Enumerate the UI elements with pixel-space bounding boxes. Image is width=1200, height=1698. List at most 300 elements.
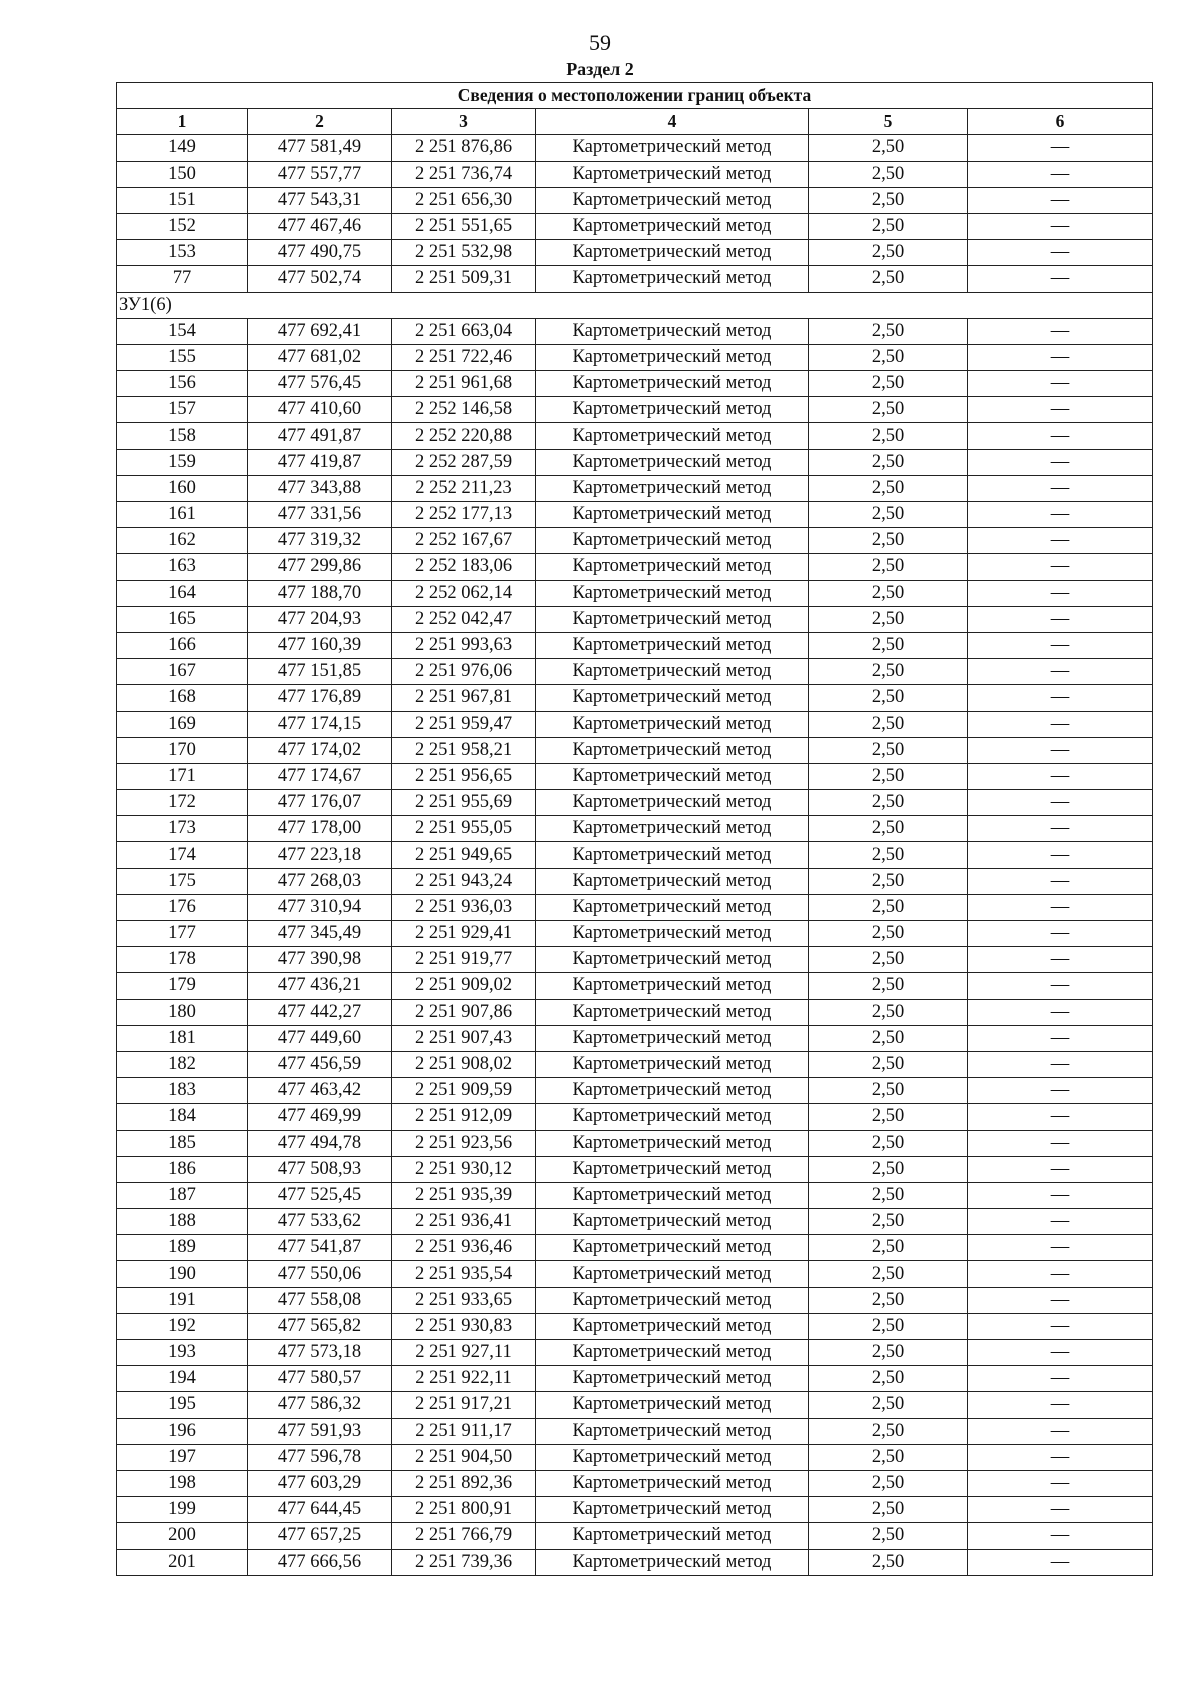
description-cell: — xyxy=(968,1340,1153,1366)
x-coordinate-cell: 477 596,78 xyxy=(248,1444,392,1470)
x-coordinate-cell: 477 188,70 xyxy=(248,580,392,606)
point-number-cell: 184 xyxy=(117,1104,248,1130)
group-label-section xyxy=(117,292,1153,318)
point-number-cell: 77 xyxy=(117,266,248,292)
x-coordinate-cell: 477 345,49 xyxy=(248,921,392,947)
column-header: 1 xyxy=(117,109,248,135)
table-row xyxy=(117,790,1153,816)
method-cell: Картометрический метод xyxy=(536,475,809,501)
y-coordinate-cell: 2 251 663,04 xyxy=(392,318,536,344)
column-number-row xyxy=(117,109,1153,135)
y-coordinate-cell: 2 251 909,59 xyxy=(392,1078,536,1104)
x-coordinate-cell: 477 576,45 xyxy=(248,371,392,397)
table-row xyxy=(117,423,1153,449)
point-number-cell: 154 xyxy=(117,318,248,344)
x-coordinate-cell: 477 533,62 xyxy=(248,1209,392,1235)
y-coordinate-cell: 2 251 936,41 xyxy=(392,1209,536,1235)
x-coordinate-cell: 477 310,94 xyxy=(248,894,392,920)
table-row xyxy=(117,816,1153,842)
table-row xyxy=(117,318,1153,344)
point-number-cell: 192 xyxy=(117,1313,248,1339)
table-row xyxy=(117,868,1153,894)
accuracy-cell: 2,50 xyxy=(809,921,968,947)
method-cell: Картометрический метод xyxy=(536,1025,809,1051)
description-cell: — xyxy=(968,1051,1153,1077)
x-coordinate-cell: 477 268,03 xyxy=(248,868,392,894)
table-row xyxy=(117,842,1153,868)
x-coordinate-cell: 477 491,87 xyxy=(248,423,392,449)
x-coordinate-cell: 477 565,82 xyxy=(248,1313,392,1339)
section-title: Раздел 2 xyxy=(566,59,634,79)
y-coordinate-cell: 2 252 287,59 xyxy=(392,449,536,475)
description-cell: — xyxy=(968,1182,1153,1208)
table-row xyxy=(117,554,1153,580)
x-coordinate-cell: 477 436,21 xyxy=(248,973,392,999)
point-number-cell: 159 xyxy=(117,449,248,475)
y-coordinate-cell: 2 251 958,21 xyxy=(392,737,536,763)
description-cell: — xyxy=(968,1130,1153,1156)
accuracy-cell: 2,50 xyxy=(809,1497,968,1523)
y-coordinate-cell: 2 251 904,50 xyxy=(392,1444,536,1470)
x-coordinate-cell: 477 644,45 xyxy=(248,1497,392,1523)
y-coordinate-cell: 2 252 146,58 xyxy=(392,397,536,423)
method-cell: Картометрический метод xyxy=(536,502,809,528)
y-coordinate-cell: 2 251 909,02 xyxy=(392,973,536,999)
y-coordinate-cell: 2 252 042,47 xyxy=(392,606,536,632)
method-cell: Картометрический метод xyxy=(536,1130,809,1156)
accuracy-cell: 2,50 xyxy=(809,1025,968,1051)
accuracy-cell: 2,50 xyxy=(809,1235,968,1261)
method-cell: Картометрический метод xyxy=(536,1497,809,1523)
x-coordinate-cell: 477 550,06 xyxy=(248,1261,392,1287)
point-number-cell: 173 xyxy=(117,816,248,842)
y-coordinate-cell: 2 251 656,30 xyxy=(392,187,536,213)
description-cell: — xyxy=(968,763,1153,789)
accuracy-cell: 2,50 xyxy=(809,947,968,973)
table-row xyxy=(117,606,1153,632)
table-row xyxy=(117,1340,1153,1366)
description-cell: — xyxy=(968,1078,1153,1104)
description-cell: — xyxy=(968,1470,1153,1496)
y-coordinate-cell: 2 251 739,36 xyxy=(392,1549,536,1575)
x-coordinate-cell: 477 508,93 xyxy=(248,1156,392,1182)
method-cell: Картометрический метод xyxy=(536,894,809,920)
description-cell: — xyxy=(968,842,1153,868)
point-number-cell: 183 xyxy=(117,1078,248,1104)
table-row xyxy=(117,1418,1153,1444)
y-coordinate-cell: 2 251 908,02 xyxy=(392,1051,536,1077)
y-coordinate-cell: 2 251 956,65 xyxy=(392,763,536,789)
accuracy-cell: 2,50 xyxy=(809,1104,968,1130)
point-number-cell: 166 xyxy=(117,632,248,658)
point-number-cell: 153 xyxy=(117,240,248,266)
y-coordinate-cell: 2 251 976,06 xyxy=(392,659,536,685)
accuracy-cell: 2,50 xyxy=(809,1287,968,1313)
point-number-cell: 155 xyxy=(117,344,248,370)
x-coordinate-cell: 477 390,98 xyxy=(248,947,392,973)
x-coordinate-cell: 477 502,74 xyxy=(248,266,392,292)
method-cell: Картометрический метод xyxy=(536,161,809,187)
table-row xyxy=(117,1444,1153,1470)
y-coordinate-cell: 2 251 800,91 xyxy=(392,1497,536,1523)
y-coordinate-cell: 2 251 955,69 xyxy=(392,790,536,816)
description-cell: — xyxy=(968,894,1153,920)
point-number-cell: 190 xyxy=(117,1261,248,1287)
description-cell: — xyxy=(968,397,1153,423)
accuracy-cell: 2,50 xyxy=(809,528,968,554)
column-header: 5 xyxy=(809,109,968,135)
point-number-cell: 201 xyxy=(117,1549,248,1575)
point-number-cell: 158 xyxy=(117,423,248,449)
method-cell: Картометрический метод xyxy=(536,554,809,580)
description-cell: — xyxy=(968,1444,1153,1470)
column-header: 2 xyxy=(248,109,392,135)
point-number-cell: 177 xyxy=(117,921,248,947)
x-coordinate-cell: 477 586,32 xyxy=(248,1392,392,1418)
method-cell: Картометрический метод xyxy=(536,606,809,632)
table-row xyxy=(117,1366,1153,1392)
point-number-cell: 195 xyxy=(117,1392,248,1418)
point-number-cell: 188 xyxy=(117,1209,248,1235)
point-number-cell: 198 xyxy=(117,1470,248,1496)
table-row xyxy=(117,213,1153,239)
table-row xyxy=(117,161,1153,187)
accuracy-cell: 2,50 xyxy=(809,1313,968,1339)
point-number-cell: 178 xyxy=(117,947,248,973)
point-number-cell: 189 xyxy=(117,1235,248,1261)
point-number-cell: 193 xyxy=(117,1340,248,1366)
description-cell: — xyxy=(968,318,1153,344)
method-cell: Картометрический метод xyxy=(536,1523,809,1549)
table-row xyxy=(117,1156,1153,1182)
accuracy-cell: 2,50 xyxy=(809,1130,968,1156)
method-cell: Картометрический метод xyxy=(536,1392,809,1418)
description-cell: — xyxy=(968,711,1153,737)
description-cell: — xyxy=(968,1104,1153,1130)
method-cell: Картометрический метод xyxy=(536,266,809,292)
point-number-cell: 169 xyxy=(117,711,248,737)
accuracy-cell: 2,50 xyxy=(809,606,968,632)
point-number-cell: 180 xyxy=(117,999,248,1025)
x-coordinate-cell: 477 666,56 xyxy=(248,1549,392,1575)
table-row xyxy=(117,1104,1153,1130)
table-caption-row xyxy=(117,83,1153,109)
table-row xyxy=(117,1392,1153,1418)
y-coordinate-cell: 2 251 766,79 xyxy=(392,1523,536,1549)
y-coordinate-cell: 2 251 736,74 xyxy=(392,161,536,187)
rows-after-group xyxy=(117,318,1153,1575)
description-cell: — xyxy=(968,371,1153,397)
table-row xyxy=(117,737,1153,763)
accuracy-cell: 2,50 xyxy=(809,397,968,423)
method-cell: Картометрический метод xyxy=(536,1287,809,1313)
table-row xyxy=(117,528,1153,554)
x-coordinate-cell: 477 558,08 xyxy=(248,1287,392,1313)
method-cell: Картометрический метод xyxy=(536,371,809,397)
table-row xyxy=(117,1470,1153,1496)
x-coordinate-cell: 477 467,46 xyxy=(248,213,392,239)
x-coordinate-cell: 477 581,49 xyxy=(248,135,392,161)
description-cell: — xyxy=(968,999,1153,1025)
point-number-cell: 199 xyxy=(117,1497,248,1523)
description-cell: — xyxy=(968,1497,1153,1523)
description-cell: — xyxy=(968,1235,1153,1261)
accuracy-cell: 2,50 xyxy=(809,1523,968,1549)
x-coordinate-cell: 477 449,60 xyxy=(248,1025,392,1051)
description-cell: — xyxy=(968,1156,1153,1182)
x-coordinate-cell: 477 456,59 xyxy=(248,1051,392,1077)
accuracy-cell: 2,50 xyxy=(809,737,968,763)
description-cell: — xyxy=(968,213,1153,239)
method-cell: Картометрический метод xyxy=(536,187,809,213)
table-row xyxy=(117,1182,1153,1208)
accuracy-cell: 2,50 xyxy=(809,1470,968,1496)
description-cell: — xyxy=(968,790,1153,816)
y-coordinate-cell: 2 251 927,11 xyxy=(392,1340,536,1366)
y-coordinate-cell: 2 252 062,14 xyxy=(392,580,536,606)
point-number-cell: 149 xyxy=(117,135,248,161)
method-cell: Картометрический метод xyxy=(536,973,809,999)
description-cell: — xyxy=(968,973,1153,999)
table-row xyxy=(117,921,1153,947)
method-cell: Картометрический метод xyxy=(536,1156,809,1182)
y-coordinate-cell: 2 251 955,05 xyxy=(392,816,536,842)
x-coordinate-cell: 477 331,56 xyxy=(248,502,392,528)
table-head xyxy=(117,83,1153,135)
point-number-cell: 156 xyxy=(117,371,248,397)
x-coordinate-cell: 477 204,93 xyxy=(248,606,392,632)
y-coordinate-cell: 2 251 917,21 xyxy=(392,1392,536,1418)
table-row xyxy=(117,187,1153,213)
y-coordinate-cell: 2 251 892,36 xyxy=(392,1470,536,1496)
description-cell: — xyxy=(968,947,1153,973)
y-coordinate-cell: 2 251 532,98 xyxy=(392,240,536,266)
description-cell: — xyxy=(968,606,1153,632)
accuracy-cell: 2,50 xyxy=(809,1261,968,1287)
x-coordinate-cell: 477 442,27 xyxy=(248,999,392,1025)
accuracy-cell: 2,50 xyxy=(809,318,968,344)
method-cell: Картометрический метод xyxy=(536,816,809,842)
y-coordinate-cell: 2 252 167,67 xyxy=(392,528,536,554)
point-number-cell: 161 xyxy=(117,502,248,528)
x-coordinate-cell: 477 319,32 xyxy=(248,528,392,554)
x-coordinate-cell: 477 591,93 xyxy=(248,1418,392,1444)
y-coordinate-cell: 2 251 551,65 xyxy=(392,213,536,239)
accuracy-cell: 2,50 xyxy=(809,423,968,449)
point-number-cell: 182 xyxy=(117,1051,248,1077)
x-coordinate-cell: 477 525,45 xyxy=(248,1182,392,1208)
method-cell: Картометрический метод xyxy=(536,1261,809,1287)
y-coordinate-cell: 2 251 936,03 xyxy=(392,894,536,920)
accuracy-cell: 2,50 xyxy=(809,894,968,920)
point-number-cell: 179 xyxy=(117,973,248,999)
accuracy-cell: 2,50 xyxy=(809,554,968,580)
point-number-cell: 157 xyxy=(117,397,248,423)
table-row xyxy=(117,502,1153,528)
accuracy-cell: 2,50 xyxy=(809,1392,968,1418)
table-row xyxy=(117,449,1153,475)
accuracy-cell: 2,50 xyxy=(809,1209,968,1235)
table-row xyxy=(117,344,1153,370)
point-number-cell: 162 xyxy=(117,528,248,554)
table-row xyxy=(117,1549,1153,1575)
method-cell: Картометрический метод xyxy=(536,1104,809,1130)
description-cell: — xyxy=(968,161,1153,187)
x-coordinate-cell: 477 174,02 xyxy=(248,737,392,763)
point-number-cell: 191 xyxy=(117,1287,248,1313)
description-cell: — xyxy=(968,1392,1153,1418)
accuracy-cell: 2,50 xyxy=(809,161,968,187)
x-coordinate-cell: 477 299,86 xyxy=(248,554,392,580)
accuracy-cell: 2,50 xyxy=(809,502,968,528)
point-number-cell: 172 xyxy=(117,790,248,816)
x-coordinate-cell: 477 573,18 xyxy=(248,1340,392,1366)
y-coordinate-cell: 2 251 936,46 xyxy=(392,1235,536,1261)
method-cell: Картометрический метод xyxy=(536,1209,809,1235)
table-row xyxy=(117,135,1153,161)
table-row xyxy=(117,947,1153,973)
accuracy-cell: 2,50 xyxy=(809,475,968,501)
point-number-cell: 165 xyxy=(117,606,248,632)
y-coordinate-cell: 2 251 943,24 xyxy=(392,868,536,894)
point-number-cell: 170 xyxy=(117,737,248,763)
description-cell: — xyxy=(968,737,1153,763)
accuracy-cell: 2,50 xyxy=(809,213,968,239)
table-row xyxy=(117,1130,1153,1156)
y-coordinate-cell: 2 251 907,43 xyxy=(392,1025,536,1051)
table-row xyxy=(117,266,1153,292)
description-cell: — xyxy=(968,659,1153,685)
table-row xyxy=(117,1209,1153,1235)
description-cell: — xyxy=(968,528,1153,554)
point-number-cell: 186 xyxy=(117,1156,248,1182)
y-coordinate-cell: 2 251 929,41 xyxy=(392,921,536,947)
method-cell: Картометрический метод xyxy=(536,213,809,239)
accuracy-cell: 2,50 xyxy=(809,790,968,816)
x-coordinate-cell: 477 603,29 xyxy=(248,1470,392,1496)
method-cell: Картометрический метод xyxy=(536,1549,809,1575)
point-number-cell: 151 xyxy=(117,187,248,213)
table-row xyxy=(117,1313,1153,1339)
x-coordinate-cell: 477 543,31 xyxy=(248,187,392,213)
point-number-cell: 194 xyxy=(117,1366,248,1392)
y-coordinate-cell: 2 251 919,77 xyxy=(392,947,536,973)
method-cell: Картометрический метод xyxy=(536,1366,809,1392)
method-cell: Картометрический метод xyxy=(536,1051,809,1077)
description-cell: — xyxy=(968,1366,1153,1392)
page-number: 59 xyxy=(589,30,611,55)
point-number-cell: 174 xyxy=(117,842,248,868)
point-number-cell: 163 xyxy=(117,554,248,580)
description-cell: — xyxy=(968,502,1153,528)
accuracy-cell: 2,50 xyxy=(809,1340,968,1366)
group-label: ЗУ1(6) xyxy=(117,292,1153,318)
method-cell: Картометрический метод xyxy=(536,1182,809,1208)
x-coordinate-cell: 477 151,85 xyxy=(248,659,392,685)
point-number-cell: 164 xyxy=(117,580,248,606)
description-cell: — xyxy=(968,475,1153,501)
y-coordinate-cell: 2 251 509,31 xyxy=(392,266,536,292)
method-cell: Картометрический метод xyxy=(536,423,809,449)
point-number-cell: 197 xyxy=(117,1444,248,1470)
accuracy-cell: 2,50 xyxy=(809,711,968,737)
table-row xyxy=(117,475,1153,501)
method-cell: Картометрический метод xyxy=(536,1340,809,1366)
accuracy-cell: 2,50 xyxy=(809,868,968,894)
x-coordinate-cell: 477 463,42 xyxy=(248,1078,392,1104)
table-caption: Сведения о местоположении границ объекта xyxy=(117,83,1153,109)
column-header: 3 xyxy=(392,109,536,135)
point-number-cell: 181 xyxy=(117,1025,248,1051)
table-row xyxy=(117,894,1153,920)
y-coordinate-cell: 2 251 961,68 xyxy=(392,371,536,397)
description-cell: — xyxy=(968,344,1153,370)
y-coordinate-cell: 2 251 949,65 xyxy=(392,842,536,868)
accuracy-cell: 2,50 xyxy=(809,1051,968,1077)
accuracy-cell: 2,50 xyxy=(809,266,968,292)
point-number-cell: 171 xyxy=(117,763,248,789)
method-cell: Картометрический метод xyxy=(536,999,809,1025)
coordinates-table xyxy=(116,82,1153,1576)
method-cell: Картометрический метод xyxy=(536,528,809,554)
x-coordinate-cell: 477 490,75 xyxy=(248,240,392,266)
method-cell: Картометрический метод xyxy=(536,449,809,475)
table-row xyxy=(117,999,1153,1025)
accuracy-cell: 2,50 xyxy=(809,449,968,475)
description-cell: — xyxy=(968,1261,1153,1287)
description-cell: — xyxy=(968,868,1153,894)
table-row xyxy=(117,1025,1153,1051)
method-cell: Картометрический метод xyxy=(536,318,809,344)
accuracy-cell: 2,50 xyxy=(809,632,968,658)
description-cell: — xyxy=(968,1418,1153,1444)
method-cell: Картометрический метод xyxy=(536,1235,809,1261)
method-cell: Картометрический метод xyxy=(536,344,809,370)
table-row xyxy=(117,397,1153,423)
x-coordinate-cell: 477 343,88 xyxy=(248,475,392,501)
x-coordinate-cell: 477 580,57 xyxy=(248,1366,392,1392)
method-cell: Картометрический метод xyxy=(536,685,809,711)
table-row xyxy=(117,1523,1153,1549)
method-cell: Картометрический метод xyxy=(536,868,809,894)
description-cell: — xyxy=(968,1549,1153,1575)
method-cell: Картометрический метод xyxy=(536,240,809,266)
accuracy-cell: 2,50 xyxy=(809,973,968,999)
y-coordinate-cell: 2 251 912,09 xyxy=(392,1104,536,1130)
table-row xyxy=(117,973,1153,999)
x-coordinate-cell: 477 469,99 xyxy=(248,1104,392,1130)
x-coordinate-cell: 477 160,39 xyxy=(248,632,392,658)
accuracy-cell: 2,50 xyxy=(809,1366,968,1392)
x-coordinate-cell: 477 178,00 xyxy=(248,816,392,842)
point-number-cell: 152 xyxy=(117,213,248,239)
description-cell: — xyxy=(968,580,1153,606)
description-cell: — xyxy=(968,921,1153,947)
point-number-cell: 200 xyxy=(117,1523,248,1549)
y-coordinate-cell: 2 251 722,46 xyxy=(392,344,536,370)
accuracy-cell: 2,50 xyxy=(809,580,968,606)
method-cell: Картометрический метод xyxy=(536,1313,809,1339)
column-header: 4 xyxy=(536,109,809,135)
table-row xyxy=(117,1261,1153,1287)
accuracy-cell: 2,50 xyxy=(809,842,968,868)
table-row xyxy=(117,1235,1153,1261)
column-header: 6 xyxy=(968,109,1153,135)
method-cell: Картометрический метод xyxy=(536,632,809,658)
table-row xyxy=(117,580,1153,606)
table-row xyxy=(117,632,1153,658)
table-row xyxy=(117,711,1153,737)
